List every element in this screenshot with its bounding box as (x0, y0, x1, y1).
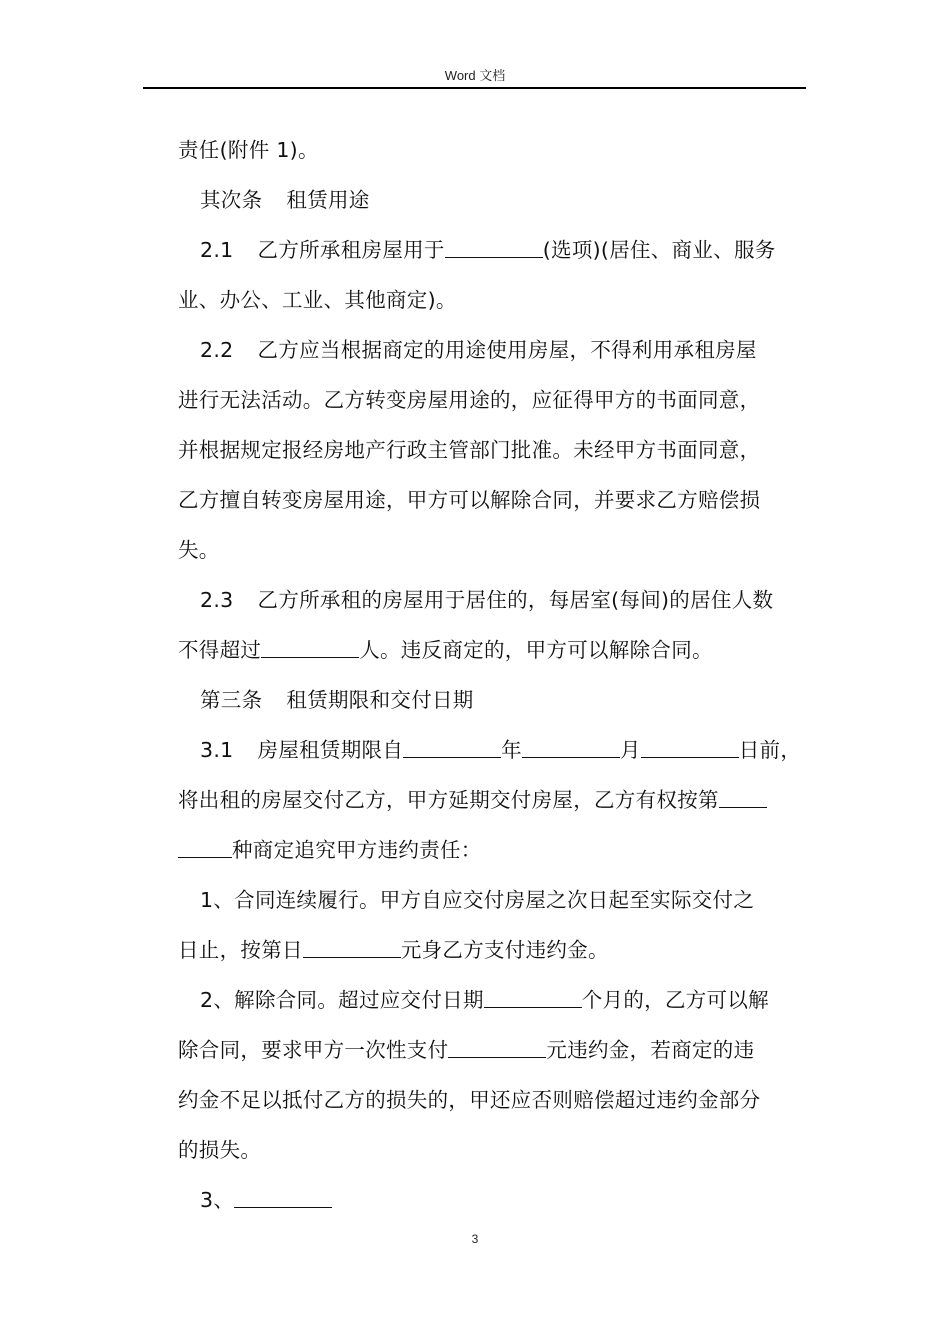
text-span: 乙方应当根据商定的用途使用房屋，不得利用承租房屋 (257, 338, 757, 362)
fill-in-blank[interactable] (303, 939, 401, 958)
fill-in-blank[interactable] (445, 239, 543, 258)
text-span: 种商定追究甲方违约责任： (232, 838, 482, 862)
fill-in-blank[interactable] (448, 1039, 546, 1058)
text-line (178, 1075, 808, 1125)
list-item (178, 875, 808, 925)
fill-in-blank[interactable] (261, 639, 359, 658)
text-span: 月 (619, 738, 641, 762)
text-line (178, 125, 808, 175)
section-heading (178, 175, 808, 225)
fill-in-blank[interactable] (522, 739, 620, 758)
text-span: 将出租的房屋交付乙方，甲方延期交付房屋，乙方有权按第 (178, 788, 719, 812)
text-span: 不得超过 (178, 638, 262, 662)
fill-in-blank[interactable] (719, 789, 767, 808)
article-title: 租赁用途 (286, 188, 370, 212)
text-span: 乙方所承租房屋用于 (257, 238, 445, 262)
text-span: 3、 (200, 1188, 235, 1212)
article-number: 第三条 (200, 688, 263, 712)
text-line (178, 525, 808, 575)
text-line (178, 425, 808, 475)
clause-line (178, 225, 808, 275)
text-span: 乙方所承租的房屋用于居住的，每居室(每间)的居住人数 (257, 588, 774, 612)
text-span: 业、办公、工业、其他商定)。 (178, 288, 457, 312)
text-span: 日止，按第日 (178, 938, 303, 962)
article-number: 其次条 (200, 188, 263, 212)
text-span: (选项)(居住、商业、服务 (542, 238, 776, 262)
text-span: 除合同，要求甲方一次性支付 (178, 1038, 449, 1062)
list-item (178, 975, 808, 1025)
text-span: 进行无法活动。乙方转变房屋用途的，应征得甲方的书面同意， (178, 388, 761, 412)
text-line (178, 925, 808, 975)
fill-in-blank[interactable] (234, 1189, 332, 1208)
text-span: 1、合同连续履行。甲方自应交付房屋之次日起至实际交付之 (200, 888, 755, 912)
text-line (178, 375, 808, 425)
article-title: 租赁期限和交付日期 (286, 688, 474, 712)
clause-number: 2.3 (200, 588, 234, 612)
header-divider (143, 87, 806, 89)
text-span: 个月的，乙方可以解 (581, 988, 769, 1012)
text-span: 人。违反商定的，甲方可以解除合同。 (359, 638, 713, 662)
text-line (178, 825, 808, 875)
page-header: Word 文档 (444, 68, 506, 83)
text-line (178, 775, 808, 825)
text-span: 房屋租赁期限自 (257, 738, 404, 762)
document-body (178, 125, 808, 1225)
fill-in-blank[interactable] (403, 739, 501, 758)
list-item (178, 1175, 808, 1225)
text-line (178, 475, 808, 525)
clause-number: 2.1 (200, 238, 234, 262)
fill-in-blank[interactable] (641, 739, 739, 758)
clause-number: 3.1 (200, 738, 234, 762)
text-line (178, 625, 808, 675)
page-number: 3 (471, 1232, 479, 1246)
text-span: 2、解除合同。超过应交付日期 (200, 988, 484, 1012)
text-span: 年 (501, 738, 522, 762)
clause-line (178, 725, 808, 775)
text-span: 乙方擅自转变房屋用途，甲方可以解除合同，并要求乙方赔偿损 (178, 488, 761, 512)
clause-number: 2.2 (200, 338, 234, 362)
text-span: 失。 (178, 538, 220, 562)
text-line (178, 1125, 808, 1175)
text-span: 日前， (738, 738, 802, 762)
text-span: 责任(附件 1)。 (178, 138, 319, 162)
text-line (178, 275, 808, 325)
text-span: 元违约金，若商定的违 (546, 1038, 755, 1062)
clause-line (178, 575, 808, 625)
fill-in-blank[interactable] (484, 989, 582, 1008)
section-heading (178, 675, 808, 725)
text-span: 元身乙方支付违约金。 (400, 938, 609, 962)
text-line (178, 1025, 808, 1075)
clause-line (178, 325, 808, 375)
text-span: 约金不足以抵付乙方的损失的，甲还应否则赔偿超过违约金部分 (178, 1088, 761, 1112)
fill-in-blank[interactable] (178, 839, 232, 858)
text-span: 的损失。 (178, 1138, 262, 1162)
text-span: 并根据规定报经房地产行政主管部门批准。未经甲方书面同意， (178, 438, 761, 462)
